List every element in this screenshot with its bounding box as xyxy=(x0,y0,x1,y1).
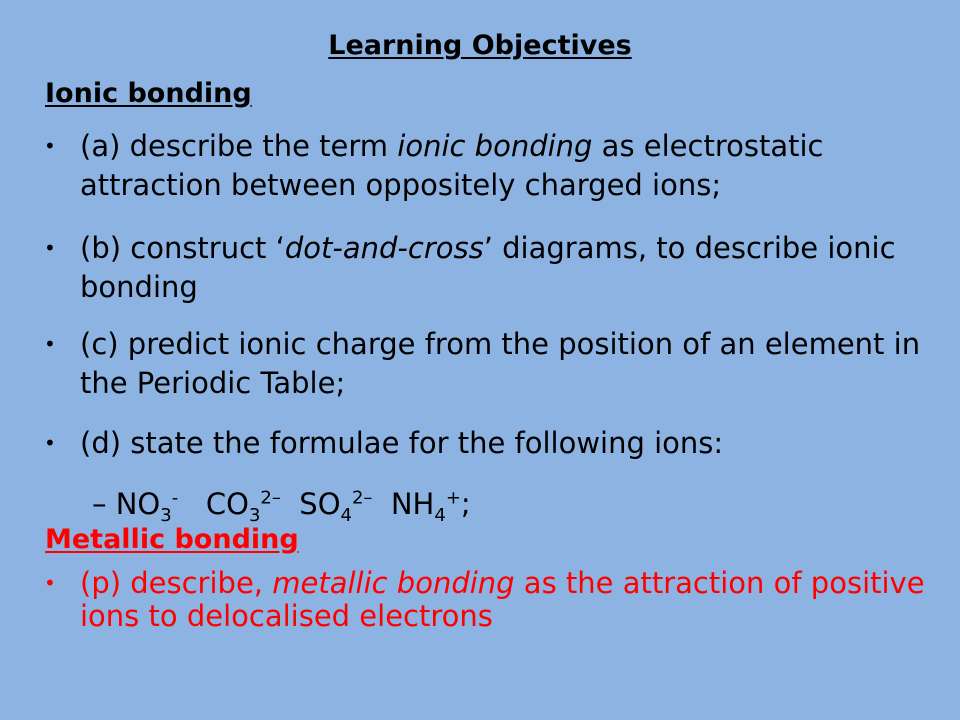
objective-a-text: (a) describe the term xyxy=(80,129,398,163)
formula-nitrate: $NO_3^-$ xyxy=(115,486,179,526)
ionic-bonding-heading: Ionic bonding xyxy=(45,78,252,109)
objective-a-text-end: as electrostatic attraction between oppositely charged ions; xyxy=(80,129,824,202)
objective-p-text-end: as the attraction of positive ions to delocalised electrons xyxy=(80,566,925,633)
metallic-bonding-heading: Metallic bonding xyxy=(45,524,299,555)
objective-b-term: dot-and-cross xyxy=(284,231,484,265)
formula-dash: – xyxy=(92,486,107,521)
formula-sulfate: $SO_4^{2-}$ xyxy=(299,486,373,526)
slide-title: Learning Objectives xyxy=(328,30,632,61)
objective-b xyxy=(80,229,940,307)
objective-a xyxy=(80,127,940,205)
objective-b-text: (b) construct ‘ xyxy=(80,231,285,265)
objective-c: • (c) predict ionic charge from the position of an element in the Periodic Table; xyxy=(80,325,940,403)
objective-d: • (d) state the formulae for the following ions: xyxy=(80,424,940,463)
objective-b-text-end: ’ diagrams, to describe ionic bonding xyxy=(80,231,896,304)
objective-a-term: ionic bonding xyxy=(397,129,593,163)
objective-p xyxy=(80,567,940,633)
objective-p-term: metallic bonding xyxy=(272,566,515,600)
formula-carbonate: $CO_3^{2-}$ xyxy=(205,486,281,526)
formula-ammonium: $NH_4^+$ xyxy=(390,486,461,526)
objective-p-text: (p) describe, xyxy=(80,566,273,600)
formula-end: ; xyxy=(460,486,471,521)
